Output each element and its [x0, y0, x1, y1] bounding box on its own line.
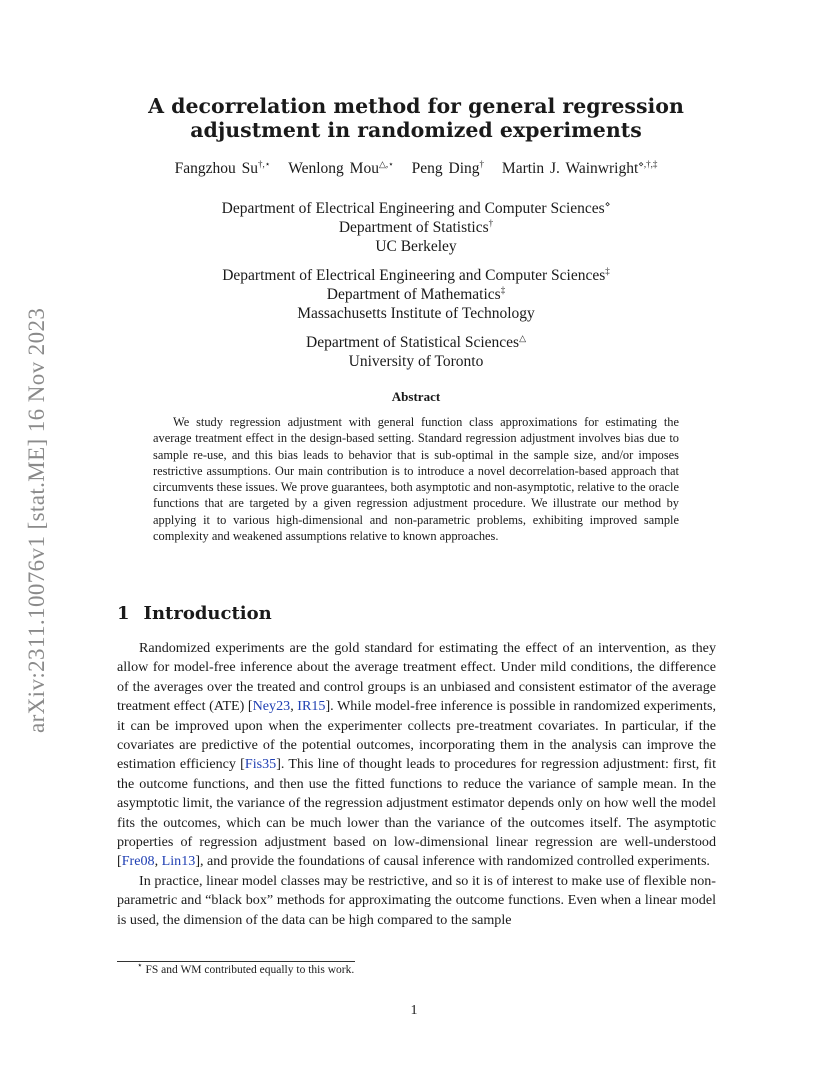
author-wainwright: Martin J. Wainwright⋄,†,‡	[501, 158, 658, 177]
introduction-body	[117, 639, 716, 930]
author-mou: Wenlong Mou△,⋆	[288, 158, 394, 177]
citation-link[interactable]: Fis35	[244, 756, 277, 773]
affiliation-line: Department of Statistical Sciences△	[306, 332, 526, 351]
affiliation-line: Department of Electrical Engineering and Computer Sciences‡	[222, 265, 610, 284]
section-heading-introduction	[117, 603, 272, 624]
affiliation-line: UC Berkeley	[375, 238, 457, 255]
page-number: 1	[410, 1003, 418, 1018]
affiliation-block-mit	[116, 266, 716, 323]
affiliation-line: University of Toronto	[348, 353, 484, 370]
citation-link[interactable]: Lin13	[161, 853, 196, 870]
affiliation-block-berkeley	[116, 199, 716, 256]
arxiv-identifier-stamp: arXiv:2311.10076v1 [stat.ME] 16 Nov 2023	[24, 307, 49, 733]
author-ding: Peng Ding†	[411, 158, 485, 177]
footnote-mark: ⋆	[137, 960, 143, 971]
paper-title	[116, 94, 716, 142]
paragraph: Randomized experiments are the gold standard for estimating the effect of an intervention, as they allow for model-free inference about the average treatment effect. Under mild conditions, the difference of the averages over the treated and control groups is an unbiased and consistent estimator of the average treatment effect (ATE) [Ney23, IR15]. While model-free inference is possible in randomized experiments, it can be improved upon when the experimenter collects pre-treatment covariates. In particular, if the covariates are predictive of the potential outcomes, incorporating them in the analysis can improve the estimation efficiency [Fis35]. This line of thought leads to procedures for regression adjustment: first, fit the outcome functions, and then use the fitted functions to reduce the variance of sample mean. In the asymptotic limit, the variance of the regression adjustment estimator depends only on how well the model fits the outcomes, which can be much lower than the variance of the outcomes itself. The asymptotic properties of regression adjustment based on low-dimensional linear regression are well-understood [Fre08, Lin13], and provide the foundations of causal inference with randomized controlled experiments.	[117, 640, 717, 870]
affiliation-block-toronto	[116, 333, 716, 371]
title-line-2: adjustment in randomized experiments	[190, 118, 642, 142]
affiliation-marks: †,⋆	[257, 158, 271, 169]
affiliation-marks: ⋄,†,‡	[638, 158, 658, 169]
affiliation-marks: △,⋆	[378, 158, 394, 169]
citation-link[interactable]: Fre08	[121, 853, 155, 870]
paragraph: In practice, linear model classes may be restrictive, and so it is of interest to make use of flexible non-parametric and “black box” methods for approximating the outcome functions. Even when a linear model is used, the dimension of the data can be high compared to the sample	[117, 872, 716, 928]
citation-link[interactable]: Ney23	[252, 698, 291, 715]
abstract-heading: Abstract	[391, 389, 441, 404]
affiliation-line: Massachusetts Institute of Technology	[297, 305, 535, 322]
section-number: 1	[117, 603, 130, 624]
affiliation-line: Department of Statistics†	[338, 217, 494, 236]
affiliation-line: Department of Mathematics‡	[326, 284, 506, 303]
footnote-divider	[117, 961, 355, 962]
footnote	[137, 960, 355, 976]
footnote-text: FS and WM contributed equally to this work.	[145, 964, 355, 976]
abstract-text: We study regression adjustment with general function class approximations for estimating the average treatment effect in the design-based setting. Standard regression adjustment involves bias due to sample re-use, and this bias leads to behavior that is sub-optimal in the sample size, and/or imposes restrictive assumptions. Our main contribution is to introduce a novel decorrelation-based approach that circumvents these issues. We prove guarantees, both asymptotic and non-asymptotic, relative to the oracle functions that are targeted by a given regression adjustment procedure. We illustrate our method by applying it to various high-dimensional and non-parametric problems, exhibiting improved sample complexity and weakened assumptions relative to known approaches.	[153, 415, 679, 544]
affiliation-marks: †	[479, 158, 485, 169]
title-line-1: A decorrelation method for general regression	[148, 94, 684, 118]
citation-link[interactable]: IR15	[297, 698, 326, 715]
author-list	[116, 160, 716, 178]
author-su: Fangzhou Su†,⋆	[174, 158, 271, 177]
section-title: Introduction	[143, 603, 272, 624]
affiliation-line: Department of Electrical Engineering and Computer Sciences⋄	[221, 198, 611, 217]
